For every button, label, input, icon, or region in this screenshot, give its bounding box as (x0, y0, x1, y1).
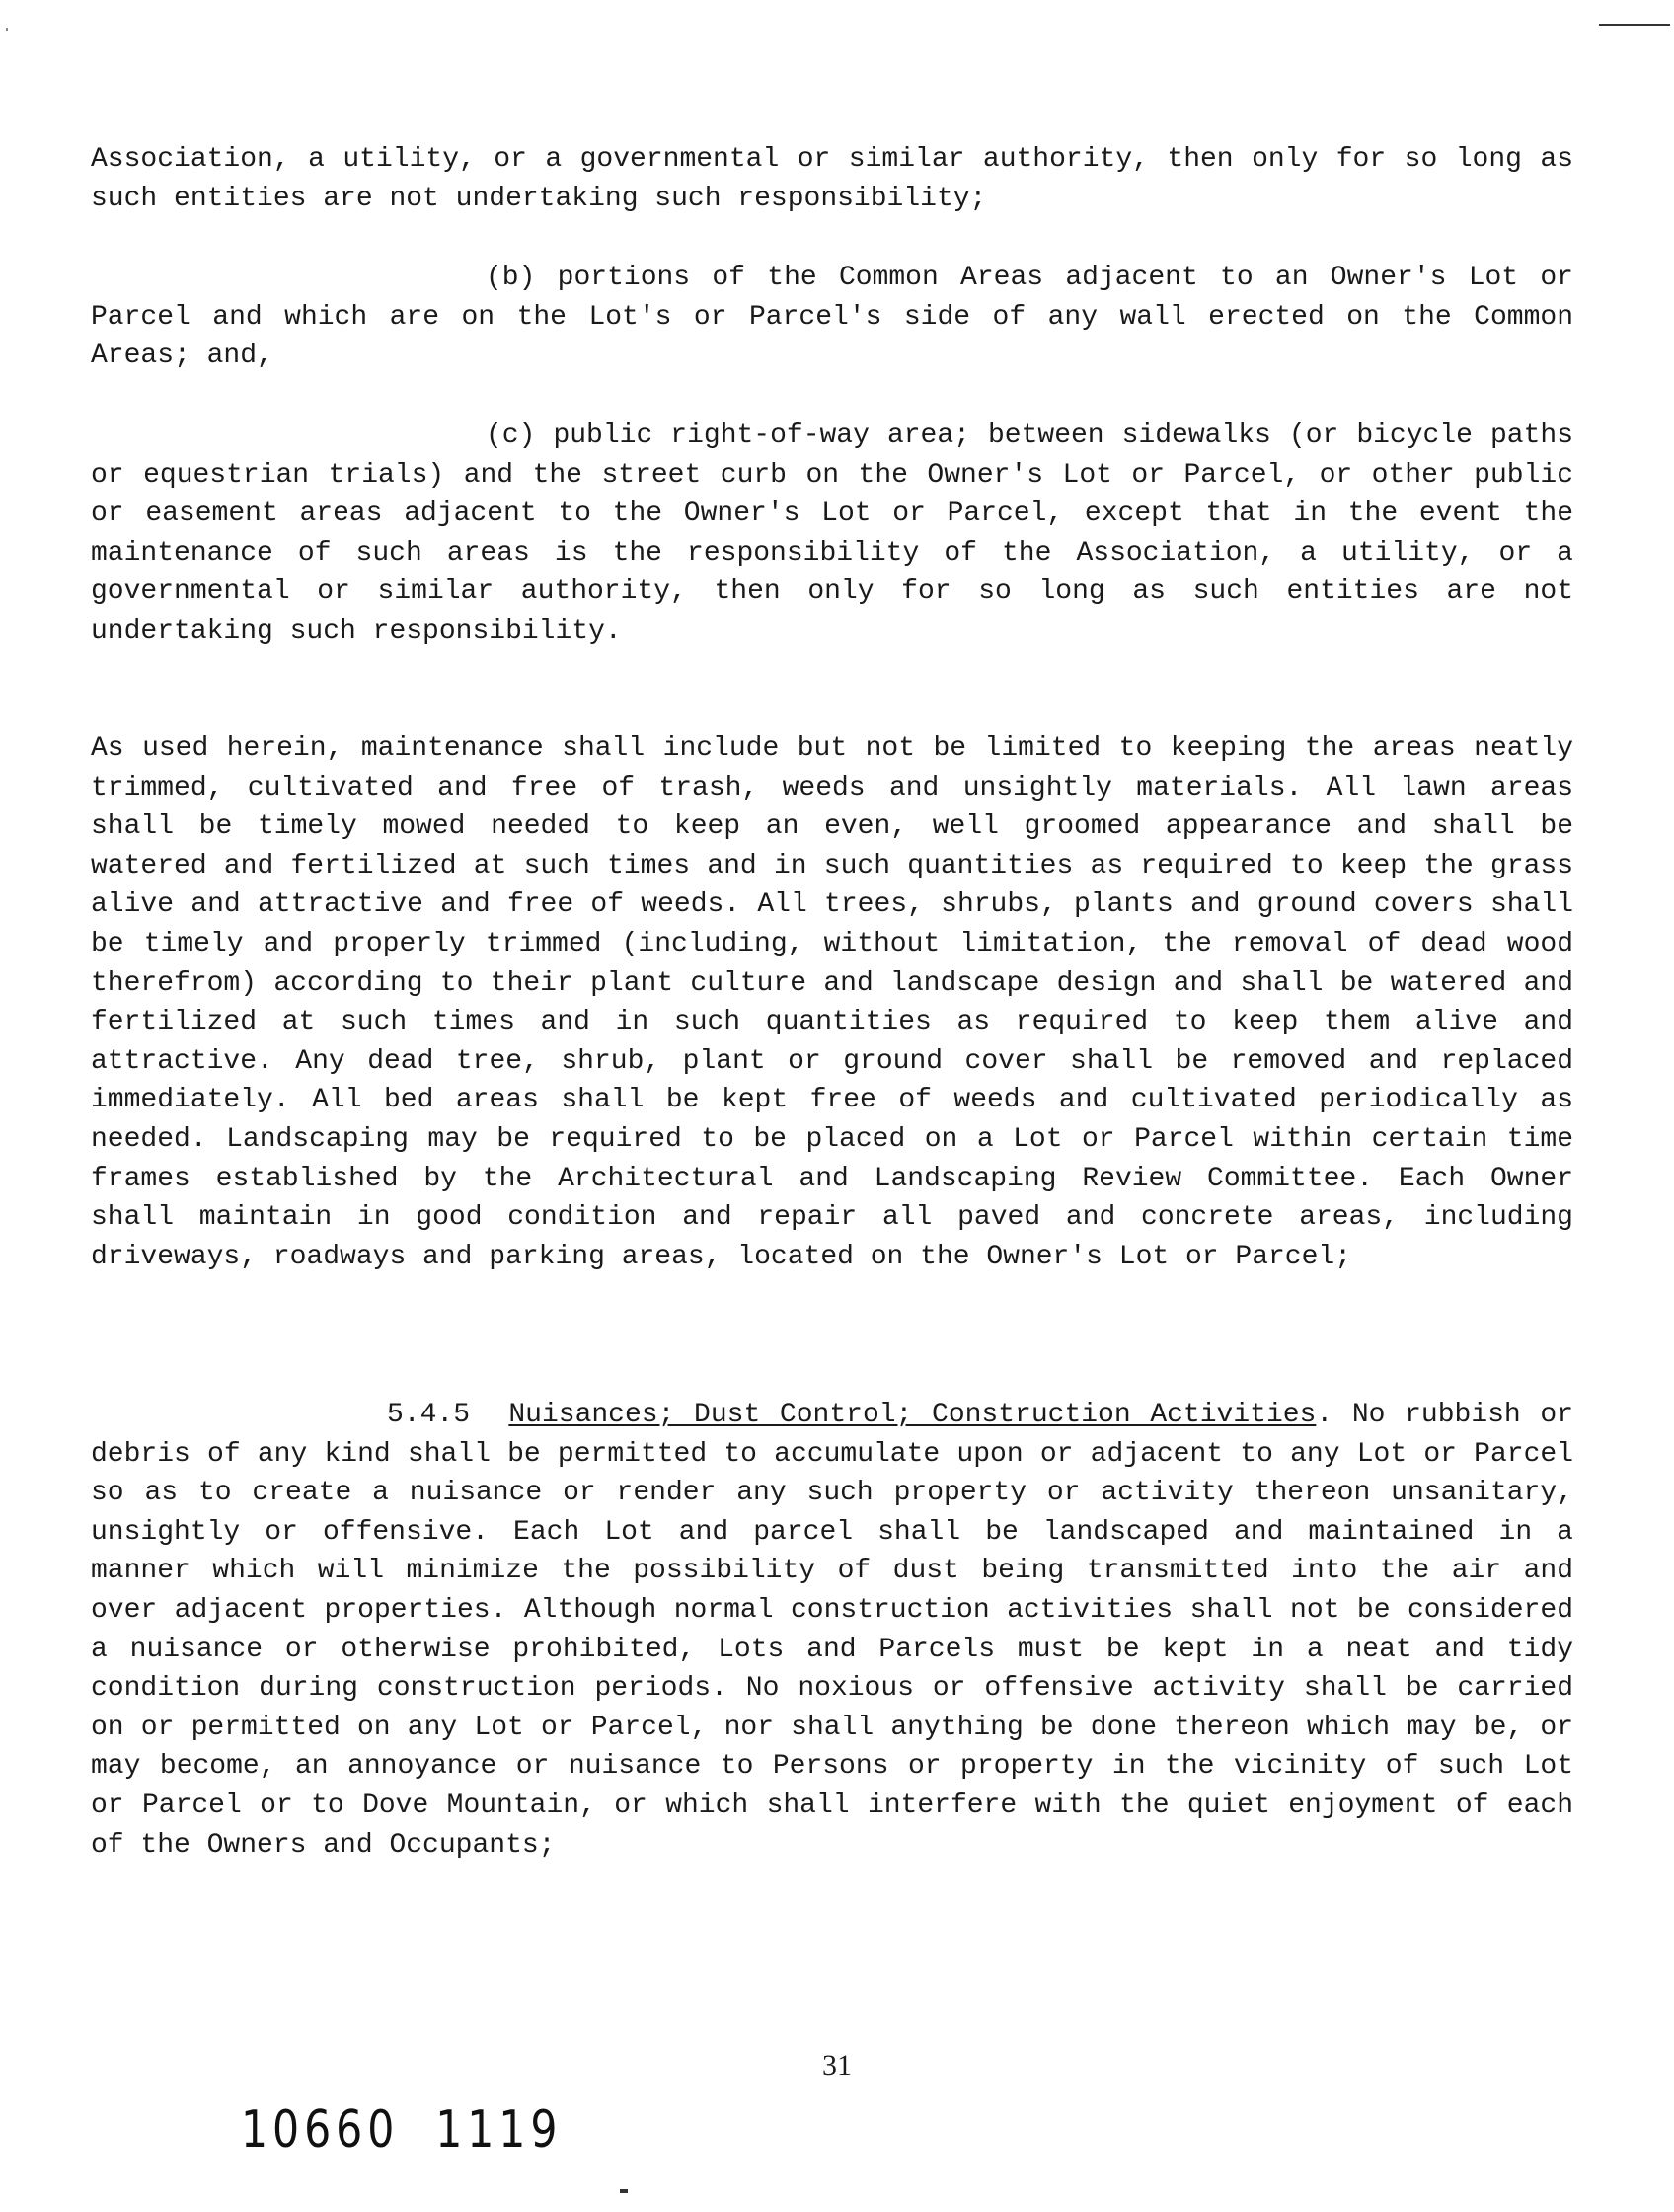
scan-speck (620, 2189, 628, 2193)
scan-mark-dot (6, 28, 8, 31)
section-number: 5.4.5 (387, 1400, 471, 1430)
paragraph-clause-b: (b) portions of the Common Areas adjacent to an Owner's Lot or Parcel and which are on the Lot's or Parcel's side of any wall erected on the Common Areas; and, (91, 263, 1573, 372)
scan-mark-line (1599, 24, 1670, 26)
paragraph-continued-clause: Association, a utility, or a governmental or similar authority, then only for so long as such entities are not undertaking such responsibility; (91, 144, 1573, 214)
section-body: . No rubbish or debris of any kind shall be permitted to accumulate upon or adjacent to any Lot or Parcel so as to create a nuisance or render any such property or activity thereon unsanitary, unsightly or offensive. Each Lot and parcel shall be landscaped and maintained in a manner which will minimize the possibility of dust being transmitted into the air and over adjacent properties. Although normal construction activities shall not be considered a nuisance or otherwise prohibited, Lots and Parcels must be kept in a neat and tidy condition during construction periods. No noxious or offensive activity shall be carried on or permitted on any Lot or Parcel, nor shall anything be done thereon which may be, or may become, an annoyance or nuisance to Persons or property in the vicinity of such Lot or Parcel or to Dove Mountain, or which shall interfere with the quiet enjoyment of each of the Owners and Occupants; (91, 1400, 1573, 1861)
recording-stamp: 10660 1119 (241, 2100, 563, 2160)
section-5-4-5 (91, 1396, 1573, 1865)
page-number: 31 (822, 2049, 852, 2082)
section-title: Nuisances; Dust Control; Construction Activities (508, 1400, 1317, 1430)
paragraph-clause-c: (c) public right-of-way area; between sidewalks (or bicycle paths or equestrian trials) and the street curb on the Owner's Lot or Parcel, or other public or easement areas adjacent to the Owner's Lot or Parcel, except that in the event the maintenance of such areas is the responsibility of the Association, a utility, or a governmental or similar authority, then only for so long as such entities are not undertaking such responsibility. (91, 420, 1573, 647)
paragraph-maintenance-definition: As used herein, maintenance shall include but not be limited to keeping the areas neatly trimmed, cultivated and free of trash, weeds and unsightly materials. All lawn areas shall be timely mowed needed to keep an even, well groomed appearance and shall be watered and fertilized at such times and in such quantities as required to keep the grass alive and attractive and free of weeds. All trees, shrubs, plants and ground covers shall be timely and properly trimmed (including, without limitation, the removal of dead wood therefrom) according to their plant culture and landscape design and shall be watered and fertilized at such times and in such quantities as required to keep them alive and attractive. Any dead tree, shrub, plant or ground cover shall be removed and replaced immediately. All bed areas shall be kept free of weeds and cultivated periodically as needed. Landscaping may be required to be placed on a Lot or Parcel within certain time frames established by the Architectural and Landscaping Review Committee. Each Owner shall maintain in good condition and repair all paved and concrete areas, including driveways, roadways and parking areas, located on the Owner's Lot or Parcel; (91, 733, 1573, 1272)
